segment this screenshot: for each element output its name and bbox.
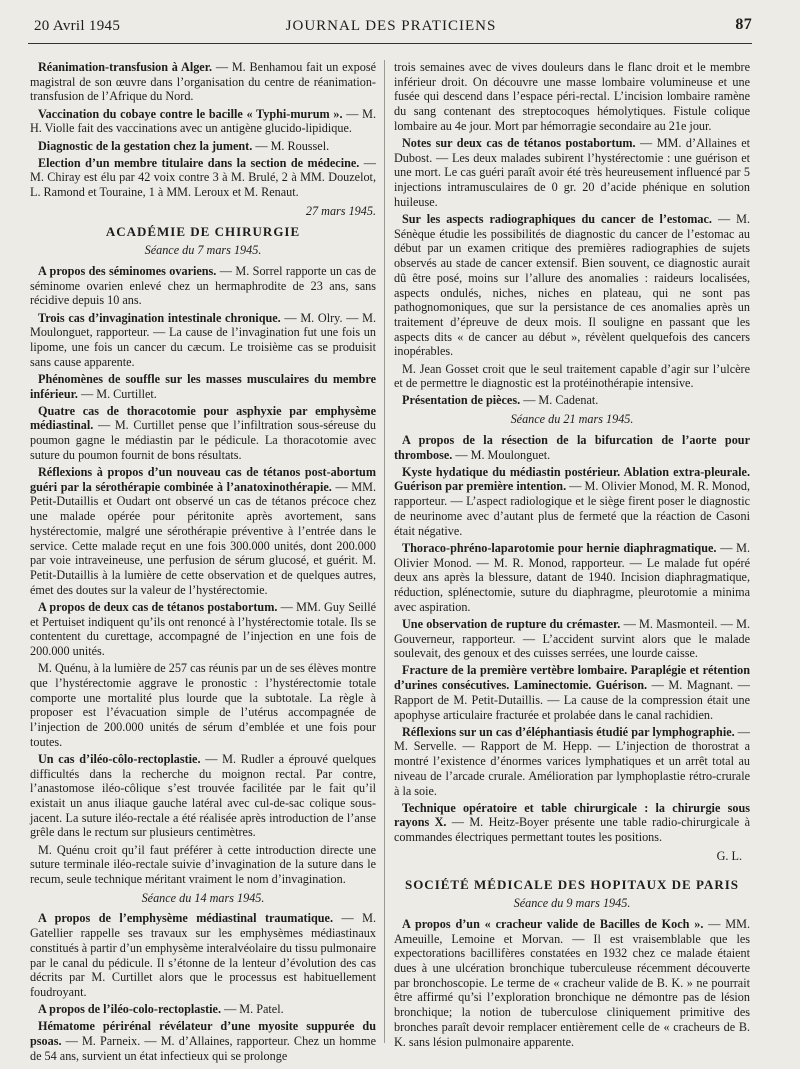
session-date: Séance du 21 mars 1945. [510, 412, 634, 427]
entry [30, 465, 376, 597]
entry-heading: Réflexions sur un cas d’éléphantiasis étudié par lymphographie. [402, 724, 735, 739]
entry [30, 1019, 376, 1063]
entry-text: — MM. Guy Seillé et Pertuiset indiquent qu’ils ont renoncé à l’hystérectomie totale. Ils se contentent du curettage, accompagné de l’injection en une fois de 200.000 unités. [30, 599, 376, 659]
journal-title: JOURNAL DES PRATICIENS [285, 18, 497, 34]
entry-heading: A propos d’un « cracheur valide de Bacilles de Koch ». [402, 916, 704, 931]
section-title: ACADÉMIE DE CHIRURGIE [105, 223, 301, 239]
paragraph: trois semaines avec de vives douleurs dans le flanc droit et le membre inférieur droit. On découvre une masse lombaire volumineuse et une fusée qui descend dans l’espace péri-rectal. L’incision lombaire ramène du sang contenant des streptocoques hémolytiques. Fistule colique lombaire au 4e jour. Mort par hémorragie secondaire au 21e jour. [394, 60, 750, 133]
entry [394, 663, 750, 722]
entry-heading: A propos de l’iléo-colo-rectoplastie. [38, 1002, 222, 1017]
entry-text: — M. Olivier Monod, M. R. Monod, rapporteur. — L’aspect radiologique et le siège firent poser le diagnostic de neurinome avec d’autant plus de fermeté que la réaction de Casoni était négative. [394, 479, 750, 538]
entry-heading: Trois cas d’invagination intestinale chronique. [38, 310, 281, 325]
entry-heading: A propos de l’emphysème médiastinal traumatique. [38, 911, 333, 926]
author-signature: G. L. [716, 848, 742, 863]
entry-text: — M. Masmonteil. — M. Gouverneur, rapporteur. — L’accident survint alors que le malade soulevait, des genoux et des cuisses serrées, une lourde caisse. [394, 616, 750, 661]
column-divider [384, 60, 385, 1043]
entry-heading: Une observation de rupture du crémaster. [402, 616, 621, 631]
entry [30, 1002, 376, 1017]
session-date: Séance du 7 mars 1945. [144, 243, 262, 258]
entry-heading: Fracture de la première vertèbre lombaire. Paraplégie et rétention d’urines consécutives. Laminectomie. Guérison. [394, 663, 750, 693]
report-date: 27 mars 1945. [305, 203, 376, 218]
header-rule [28, 43, 752, 44]
entry-heading: Quatre cas de thoracotomie pour asphyxie par emphysème médiastinal. [30, 403, 376, 433]
entry-text: — MM. Ameuille, Lemoine et Morvan. — Il est vraisemblable que les expectorations bacillifères constatées en 1932 chez ce malade étaient dues à une ulcération bronchique tuberculeuse récemment découverte par bronchoscopie. Le terme de « cracheur valide de B. K. » ne pourrait être affirmé qu’si l’exploration bronchique ne démontre pas de lésion bronchique; la notion de tuberculose cliniquement primitive des bronches paraît devoir remplacer entièrement celle de « cracheurs de B. K. sans lésion pulmonaire apparente. [394, 916, 750, 1049]
entry-text: — M. Olivier Monod. — M. R. Monod, rapporteur. — Le malade fut opéré deux ans après la blessure, datant de 1940. Incision diaphragmatique, réduction, splénectomie, suture du diaphragme, pleurotomie a minima avec aspiration. [394, 540, 750, 614]
issue-date: 20 Avril 1945 [34, 18, 121, 34]
entry [30, 372, 376, 401]
entry-heading: Diagnostic de la gestation chez la jument. [38, 138, 253, 153]
session-date: Séance du 9 mars 1945. [513, 896, 631, 911]
entry-heading: Réflexions à propos d’un nouveau cas de tétanos post-abortum guéri par la sérothérapie combinée à l’anatoxinothérapie. [30, 465, 376, 494]
entry-text: — M. H. Violle fait des vaccinations avec un antigène glucido-lipidique. [30, 106, 376, 136]
entry-text: — M. Curtillet. [77, 386, 157, 401]
entry-text: — M. Gatellier rappelle ses travaux sur les emphysèmes médiastinaux constitués à partir d’un emphysème interalvéolaire du tissu pulmonaire par le canal du pédicule. Il s’étonne de la lenteur d’évolution des cas décrits par M. Curtillet alors que le processus est habituellement foudroyant. [30, 911, 376, 999]
entry [394, 617, 750, 661]
entry [394, 433, 750, 462]
entry [394, 393, 750, 408]
entry-heading: A propos des séminomes ovariens. [38, 263, 217, 278]
entry-text: — M. Cadenat. [520, 393, 599, 408]
entry [394, 725, 750, 799]
entry-heading: Réanimation-transfusion à Alger. [38, 60, 213, 74]
entry-text: — M. Sénèque étudie les possibilités de diagnostic du cancer de l’estomac au début par un examen critique des premières radiographies de sujets observés au stade de cancer extensif. Bien souvent, ce diagnostic aurait dû être posé, moins sur l’allure des anomalies : raideurs localisées, aspects ondulés, niches, niches en plateau, qui ne sont pas pathognomoniques, que sur la persistance de ces anomalies après un traitement d’épreuve de deux mois. Il souligne en passant que les aspects dits « de cancer au début », révèlent quelquefois des cancers inopérables. [394, 212, 751, 359]
entry [394, 136, 750, 210]
entry-text: — M. Curtillet pense que l’infiltration sous-séreuse du poumon gagne le médiastin par le pédicule. La thoracotomie avec suture du poumon fournit de bons résultats. [30, 418, 376, 462]
entry-text: — M. Chiray est élu par 42 voix contre 3 à M. Brulé, 2 à MM. Douzelot, L. Ramond et Touraine, 1 à MM. Leroux et M. Renaut. [30, 155, 376, 200]
entry-heading: A propos de deux cas de tétanos postabortum. [38, 599, 278, 614]
left-column [30, 60, 376, 1066]
entry [30, 404, 376, 463]
entry-text: — M. Olry. — M. Moulonguet, rapporteur. — La cause de l’invagination fut une fois un lipome, une fois un cancer du cæcum. Le troisième cas se produisit sans cause apparente. [30, 310, 376, 369]
entry-text: — M. Moulonguet. [452, 447, 551, 462]
paragraph: M. Quénu croit qu’il faut préférer à cette introduction directe une suture terminale iléo-rectale suivie d’invagination de la suture dans le recum, seule technique méritant vraiment le nom d’invagination. [30, 842, 376, 887]
paragraph: M. Jean Gosset croit que le seul traitement capable d’agir sur l’ulcère et de permettre le diagnostic est la protéinothérapie intensive. [394, 361, 750, 391]
entry [30, 156, 376, 200]
entry-heading: Technique opératoire et table chirurgicale : la chirurgie sous rayons X. [394, 800, 750, 830]
entry-heading: Kyste hydatique du médiastin postérieur. Ablation extra-pleurale. Guérison par première intention. [394, 464, 750, 494]
entry [30, 911, 376, 999]
entry-text: — M. Parneix. — M. d’Allaines, rapporteur. Chez un homme de 54 ans, survient un état infectieux qui se prolonge [30, 1034, 376, 1063]
entry-heading: Un cas d’iléo-côlo-rectoplastie. [38, 751, 201, 766]
entry-heading: Vaccination du cobaye contre le bacille « Typhi-murum ». [38, 106, 343, 121]
entry [30, 139, 376, 154]
entry-text: — M. Servelle. — Rapport de M. Hepp. — L’injection de thorostrat a montré l’existence d’énormes varices lymphatiques et un arrêt total au niveau de l’arcade crurale. Amélioration par lymphoplastie rétro-crurale à la soie. [394, 724, 750, 798]
entry [30, 60, 376, 104]
section-title: SOCIÉTÉ MÉDICALE DES HOPITAUX DE PARIS [404, 876, 740, 892]
entry-heading: Election d’un membre titulaire dans la section de médecine. [38, 155, 360, 170]
entry [394, 212, 750, 359]
entry [30, 311, 376, 370]
entry [394, 465, 750, 539]
entry [394, 801, 750, 845]
entry-text: — M. Benhamou fait un exposé magistral de son œuvre dans l’organisation du centre de réanimation-transfusion de l’Afrique du Nord. [30, 60, 376, 104]
entry-heading: Phénomènes de souffle sur les masses musculaires du membre inférieur. [30, 371, 376, 401]
page-number: 87 [735, 16, 752, 33]
entry-text: — M. Heitz-Boyer présente une table radio-chirurgicale à commandes électriques permettant toutes les positions. [394, 815, 750, 845]
entry-text: — MM. d’Allaines et Dubost. — Les deux malades subirent l’hystérectomie : une guérison et une mort. Le cas guéri paraît avoir été très heureusement influencé par 5 injections intramusculaires de 0 gr. 20 d’acide phénique en solution huileuse. [394, 136, 750, 209]
entry-heading: Sur les aspects radiographiques du cancer de l’estomac. [402, 212, 712, 227]
entry-text: — M. Sorrel rapporte un cas de séminome ovarien enlevé chez un hermaphrodite de 23 ans, sans récidive depuis 10 ans. [30, 263, 376, 308]
entry-text: — MM. Petit-Dutaillis et Oudart ont observé un cas de tétanos précoce chez une malade opérée pour péritonite après avortement, sans hystérectomie, malgré une sérothérapie préventive à l’entrée dans le service. Cette malade reçut en une fois 300.000 unités, dont 200.000 par voie intraveineuse, une perfusion de sérum glucosé, et guérit. M. Petit-Dutaillis à la lumière de cette observation et de quelques autres, émet des doutes sur la valeur de l’hystérectomie. [30, 479, 376, 597]
entry [30, 264, 376, 308]
entry-text: — M. Roussel. [252, 138, 330, 153]
entry-heading: Présentation de pièces. [402, 393, 521, 408]
entry-heading: Notes sur deux cas de tétanos postabortum. [402, 136, 636, 151]
entry [394, 541, 750, 615]
entry-heading: Thoraco-phréno-laparotomie pour hernie diaphragmatique. [402, 540, 717, 555]
entry-heading: A propos de la résection de la bifurcation de l’aorte pour thrombose. [394, 432, 750, 462]
entry [394, 917, 750, 1049]
entry [30, 107, 376, 136]
session-date: Séance du 14 mars 1945. [141, 890, 265, 905]
entry-heading: Hématome périrénal révélateur d’une myosite suppurée du psoas. [30, 1019, 376, 1049]
right-column [394, 60, 750, 1052]
paragraph: M. Quénu, à la lumière de 257 cas réunis par un de ses élèves montre que l’hystérectomie aggrave le pronostic : l’hystérectomie totale comporte une mortalité plus lourde que la subtotale. La règle à proposer est l’évacuation simple de l’utérus accompagnée de l’injection de 200.000 unités de sérum d’emblée et une fois pour toutes. [30, 661, 376, 749]
entry-text: — M. Rudler a éprouvé quelques difficultés dans la recherche du moignon rectal. Par contre, l’anastomose iléo-côlique s’est trouvée facilitée par le fait qu’il existait un anus iliaque gauche latéral avec cul-de-sac colique sous-jacent. La suture iléo-rectale a été réalisée après introduction de l’anse grêle dans le rectum sur plusieurs centimètres. [30, 751, 376, 840]
entry-text: — M. Patel. [221, 1002, 284, 1017]
entry [30, 752, 376, 840]
page-header [30, 14, 752, 38]
entry [30, 600, 376, 659]
entry-text: — M. Magnant. — Rapport de M. Petit-Dutaillis. — La cause de la compression était une apophyse articulaire fracturée et prolabée dans le canal rachidien. [394, 678, 750, 722]
